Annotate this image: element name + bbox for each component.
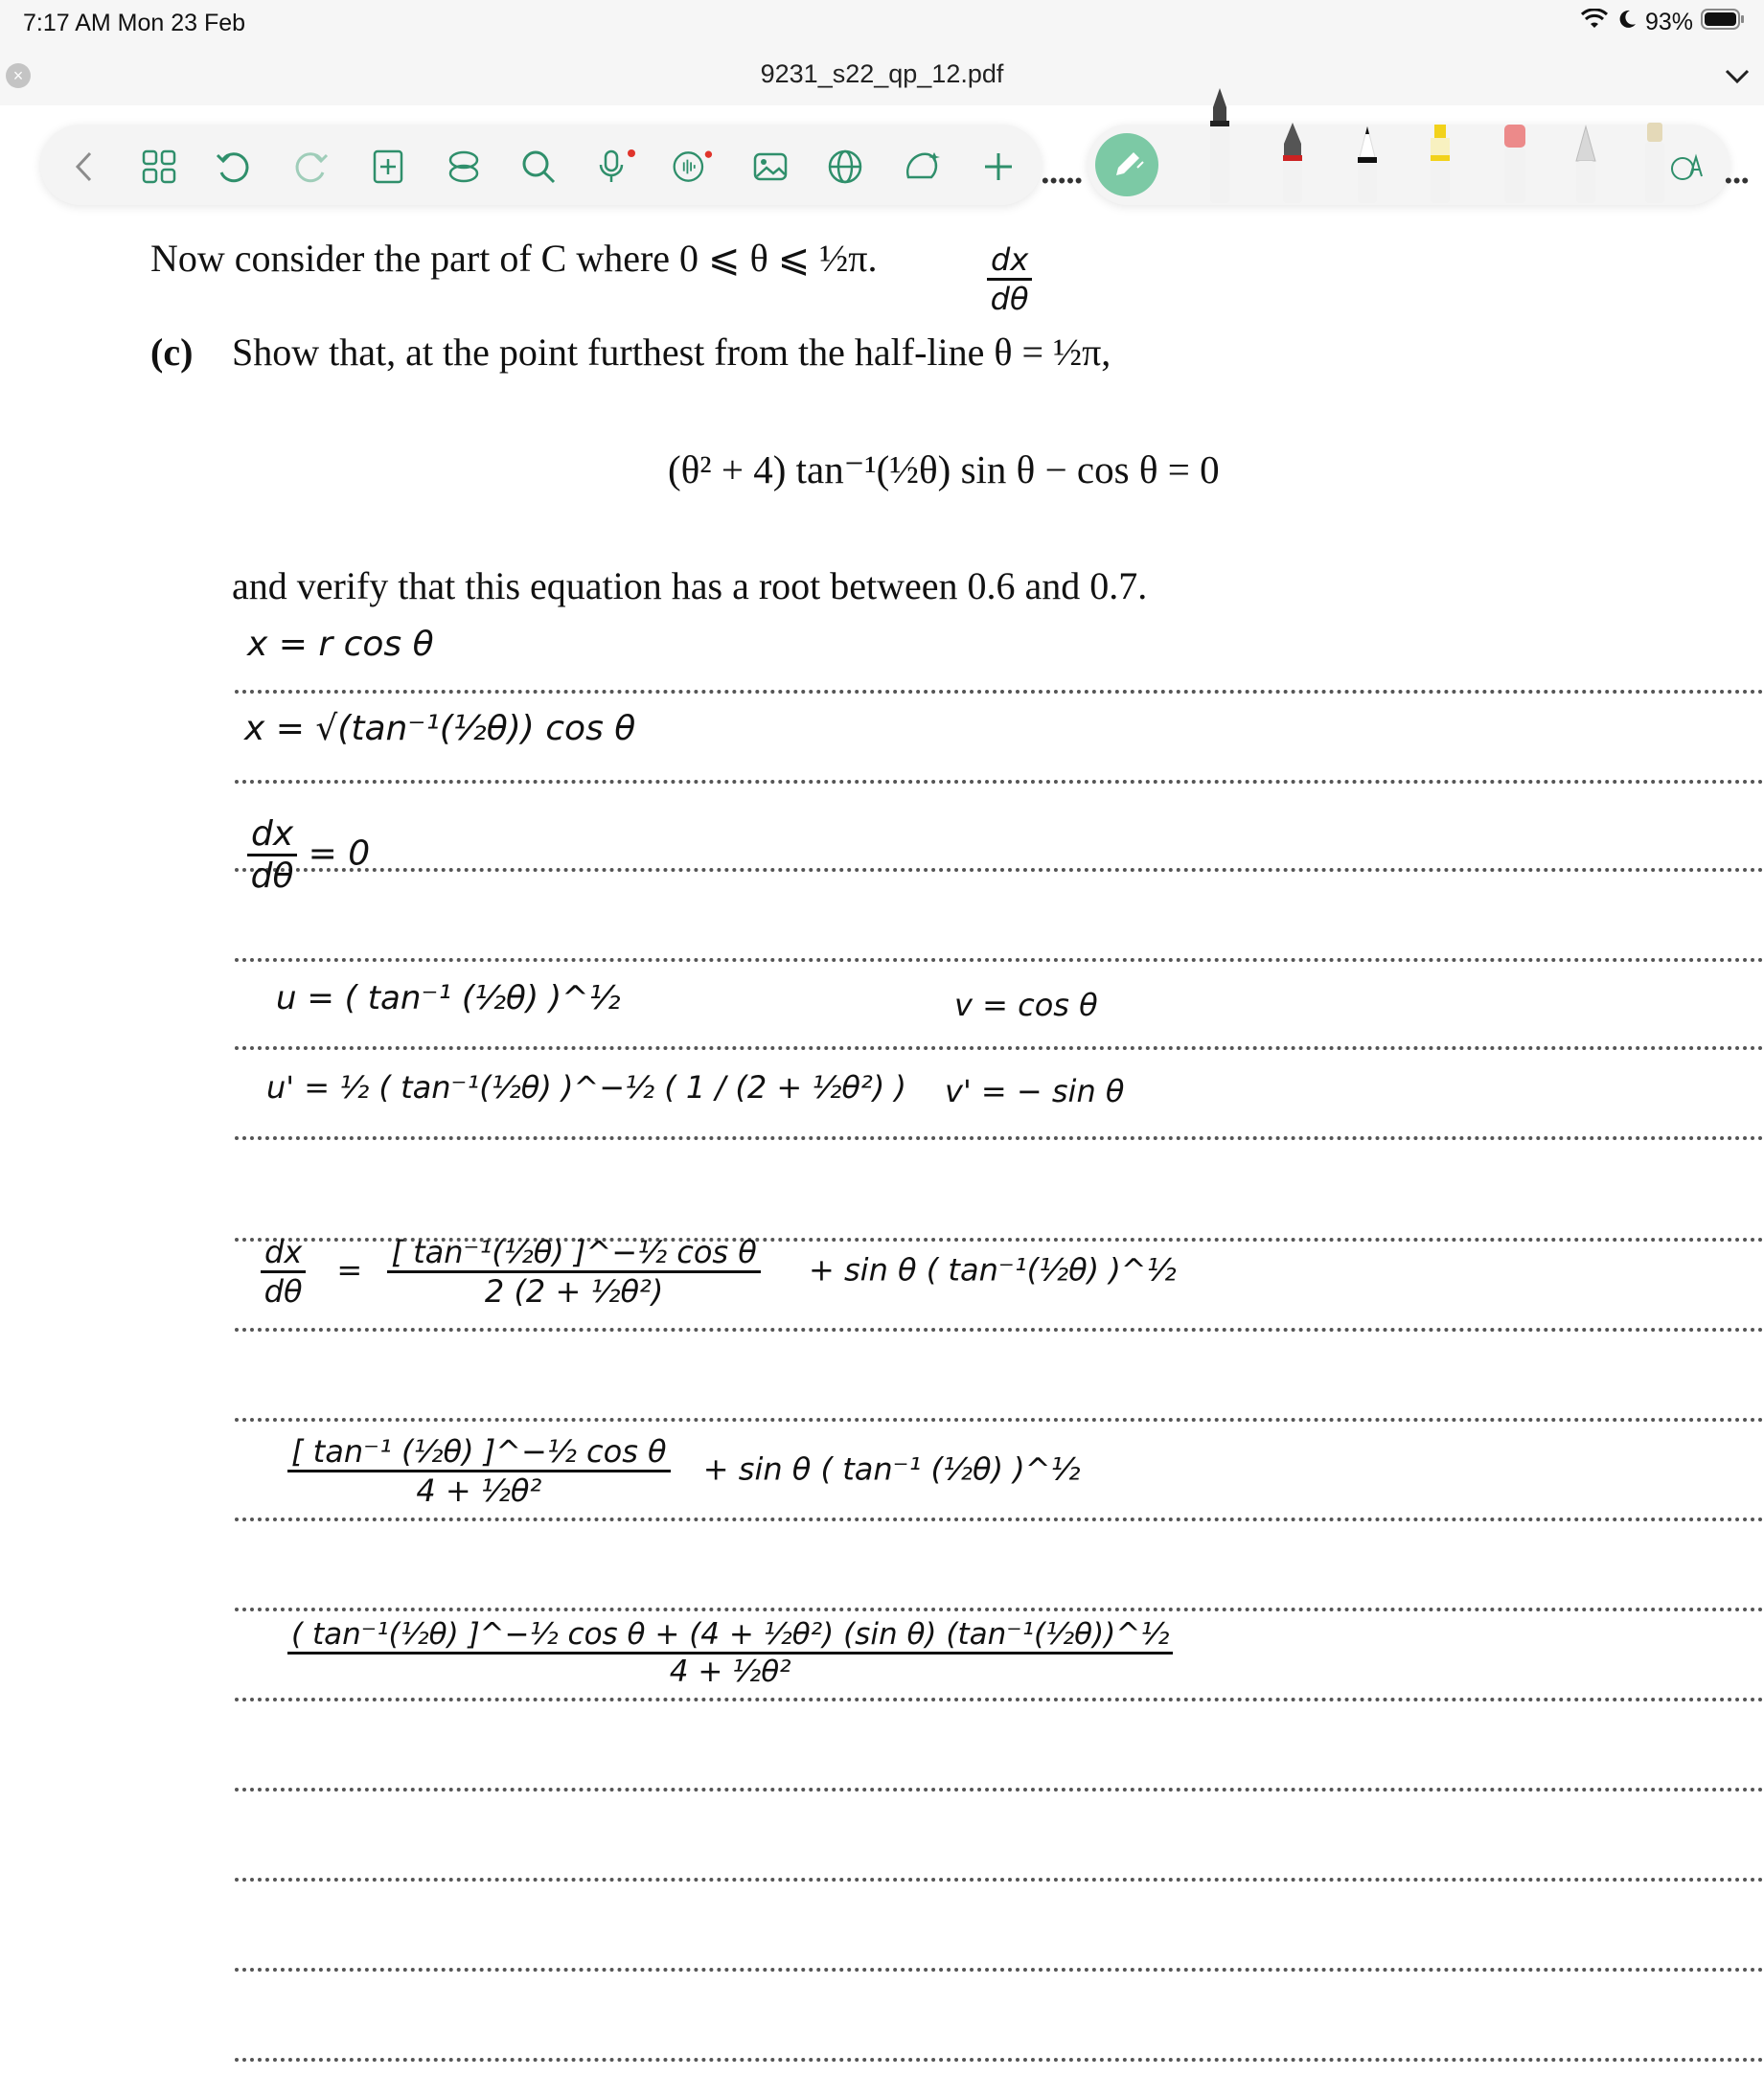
handwritten-line-7 [287, 1433, 1081, 1509]
line7-tail: + sin θ ( tan⁻¹ (½θ) )^½ [702, 1450, 1081, 1488]
text-styles-icon[interactable] [1667, 146, 1709, 188]
answer-line [235, 690, 1764, 694]
answer-line [235, 1968, 1764, 1972]
handwritten-u: u = ( tan⁻¹ (½θ) )^½ [276, 979, 621, 1017]
redo-icon[interactable] [289, 146, 332, 188]
handwritten-line-2: x = √(tan⁻¹(½θ)) cos θ [244, 709, 636, 748]
chevron-down-icon[interactable] [1724, 61, 1751, 92]
margin-note-numerator: dx [987, 241, 1032, 281]
answer-line [235, 1046, 1764, 1050]
question-part-text: Show that, at the point furthest from the half-line θ = ½π, [232, 331, 1111, 374]
document-title[interactable]: 9231_s22_qp_12.pdf [760, 59, 1004, 88]
handwritten-line-1: x = r cos θ [247, 625, 434, 664]
close-icon[interactable]: × [6, 63, 31, 88]
line6-lhs-numerator: dx [261, 1234, 306, 1273]
highlighter-icon[interactable] [1426, 88, 1455, 208]
tape-icon[interactable] [1640, 88, 1669, 208]
pen-tray-overflow-icon[interactable]: ••• [1725, 169, 1751, 193]
status-time-date: 7:17 AM Mon 23 Feb [23, 10, 246, 36]
handwritten-v: v = cos θ [954, 987, 1098, 1023]
microphone-icon[interactable] [594, 146, 636, 188]
answer-line [235, 1328, 1764, 1332]
wifi-icon [1580, 9, 1609, 36]
line8-denominator: 4 + ½θ² [669, 1655, 791, 1689]
line6-lhs-denominator: dθ [263, 1273, 303, 1310]
pen-icon[interactable] [1095, 133, 1158, 196]
fountain-pen-icon[interactable] [1205, 88, 1234, 208]
line7-numerator: [ tan⁻¹ (½θ) ]^−½ cos θ [287, 1433, 671, 1472]
line3-denominator: dθ [250, 856, 294, 896]
line3-rhs: = 0 [308, 833, 371, 874]
plus-icon[interactable] [977, 146, 1019, 188]
handwritten-v-prime: v' = − sin θ [945, 1073, 1125, 1109]
answer-line [235, 868, 1764, 872]
grid-icon[interactable] [138, 146, 180, 188]
do-not-disturb-icon [1616, 9, 1638, 36]
line6-denominator: 2 (2 + ½θ²) [484, 1273, 664, 1310]
toolbar-overflow-icon[interactable]: ••••• [1042, 169, 1084, 193]
answer-line [235, 1788, 1764, 1792]
answer-line [235, 958, 1764, 962]
handwritten-line-3 [247, 814, 370, 896]
answer-line [235, 780, 1764, 784]
question-verify-text: and verify that this equation has a root between 0.6 and 0.7. [232, 564, 1148, 607]
web-icon[interactable] [824, 146, 866, 188]
handwritten-line-6: $\frac{dx}{d\theta}$ = $\frac{\text{[ tan⁻¹(½θ) ]\textasciicircum{}−½ cos θ}}{\text{2 (2 + ½θ²)}}$ + sin θ ( tan⁻¹(½θ) )^½ [261, 1234, 1177, 1310]
pencil-icon[interactable] [1571, 88, 1600, 208]
line8-numerator: ( tan⁻¹(½θ) ]^−½ cos θ + (4 + ½θ²) (sin θ) (tan⁻¹(½θ))^½ [287, 1617, 1173, 1655]
line6-tail: + sin θ ( tan⁻¹(½θ) )^½ [809, 1251, 1177, 1289]
ballpoint-pen-icon[interactable] [1353, 88, 1382, 208]
answer-line [235, 1136, 1764, 1140]
undo-icon[interactable] [213, 146, 255, 188]
audio-icon[interactable] [671, 146, 713, 188]
handwritten-margin-note [987, 241, 1032, 317]
shapes-icon[interactable] [901, 146, 943, 188]
pdf-page[interactable] [0, 220, 1764, 2100]
answer-line [235, 2058, 1764, 2062]
handwritten-u-prime: u' = ½ ( tan⁻¹(½θ) )^−½ ( 1 / (2 + ½θ²) ) [266, 1069, 906, 1106]
eraser-icon[interactable] [1501, 88, 1529, 208]
margin-note-denominator: dθ [990, 281, 1029, 317]
status-indicators [1580, 8, 1745, 36]
add-page-icon[interactable] [367, 146, 409, 188]
line6-numerator: [ tan⁻¹(½θ) ]^−½ cos θ [387, 1234, 760, 1273]
question-part-label: (c) [150, 331, 194, 374]
status-bar [0, 0, 1764, 44]
line7-denominator: 4 + ½θ² [416, 1472, 542, 1509]
search-icon[interactable] [517, 146, 560, 188]
pen-tray [1088, 125, 1730, 205]
question-intro: Now consider the part of C where 0 ⩽ θ ⩽ ½π. [150, 237, 878, 280]
battery-percent: 93% [1644, 8, 1693, 35]
lasso-icon[interactable] [443, 146, 485, 188]
question-equation: (θ² + 4) tan⁻¹(½θ) sin θ − cos θ = 0 [668, 447, 1220, 491]
battery-icon [1701, 8, 1745, 37]
handwritten-line-8 [287, 1617, 1173, 1689]
answer-line [235, 1698, 1764, 1701]
answer-line [235, 1878, 1764, 1882]
line3-numerator: dx [247, 814, 297, 856]
answer-line [235, 1518, 1764, 1521]
answer-line [235, 1608, 1764, 1611]
red-pen-icon[interactable] [1278, 88, 1307, 208]
back-icon[interactable] [63, 146, 105, 188]
answer-line [235, 1418, 1764, 1422]
image-icon[interactable] [749, 146, 791, 188]
